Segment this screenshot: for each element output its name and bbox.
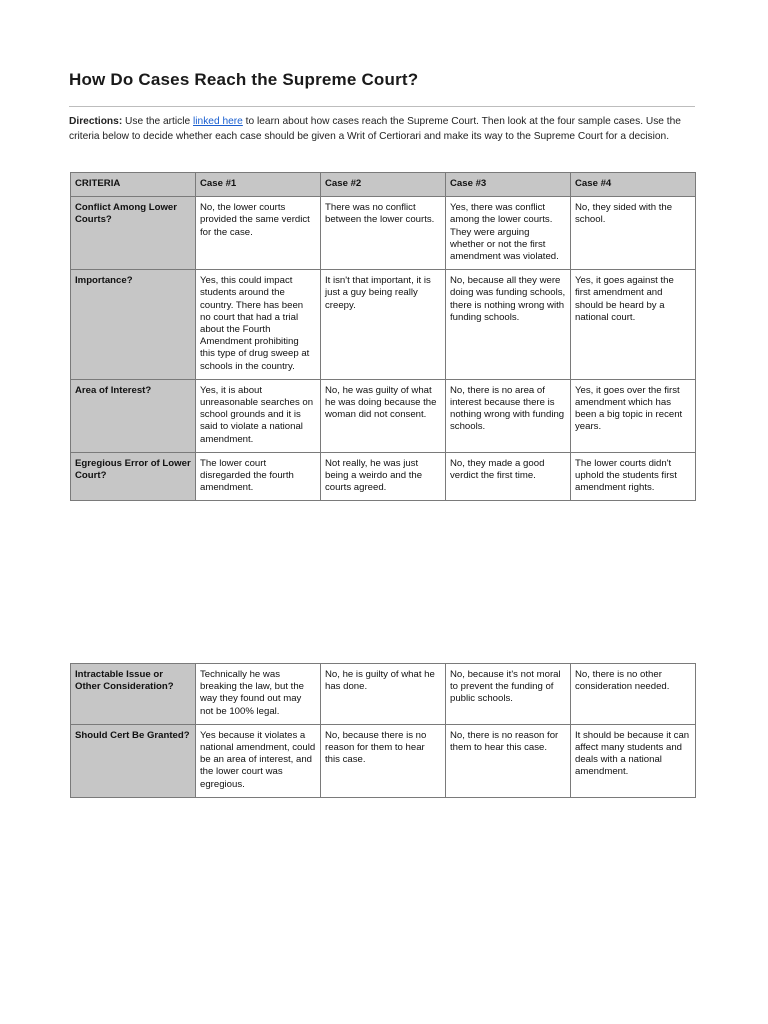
header-case-4: Case #4 bbox=[571, 173, 696, 197]
table-row bbox=[71, 664, 696, 725]
table-cell: Not really, he was just being a weirdo and the courts agreed. bbox=[321, 452, 446, 501]
table-cell: It isn't that important, it is just a guy being really creepy. bbox=[321, 270, 446, 380]
article-link[interactable]: linked here bbox=[193, 116, 243, 127]
table-row bbox=[71, 452, 696, 501]
table-header-row bbox=[71, 173, 696, 197]
criteria-table-continued bbox=[70, 663, 696, 798]
directions-label: Directions: bbox=[69, 116, 123, 127]
table-cell: No, there is no area of interest because there is nothing wrong with funding schools. bbox=[446, 379, 571, 452]
page-title: How Do Cases Reach the Supreme Court? bbox=[69, 70, 419, 89]
directions-paragraph bbox=[69, 115, 697, 144]
table-row bbox=[71, 197, 696, 270]
table-cell: No, because there is no reason for them to hear this case. bbox=[321, 724, 446, 797]
table-row bbox=[71, 270, 696, 380]
table-cell: Yes, there was conflict among the lower courts. They were arguing whether or not the first amendment was violated. bbox=[446, 197, 571, 270]
table-cell: Technically he was breaking the law, but the way they found out may not be 100% legal. bbox=[196, 664, 321, 725]
criteria-label: Importance? bbox=[71, 270, 196, 380]
directions-text-start: Use the article bbox=[122, 116, 193, 127]
criteria-label: Should Cert Be Granted? bbox=[71, 724, 196, 797]
table-cell: Yes, this could impact students around the country. There has been no court that had a trial about the Fourth Amendment prohibiting this type of drug sweep at schools in the country. bbox=[196, 270, 321, 380]
table-cell: Yes, it goes against the first amendment and should be heard by a national court. bbox=[571, 270, 696, 380]
criteria-label: Egregious Error of Lower Court? bbox=[71, 452, 196, 501]
table-cell: Yes, it is about unreasonable searches on school grounds and it is said to violate a national amendment. bbox=[196, 379, 321, 452]
table-cell: No, the lower courts provided the same verdict for the case. bbox=[196, 197, 321, 270]
table-cell: No, because it's not moral to prevent the funding of public schools. bbox=[446, 664, 571, 725]
criteria-label: Intractable Issue or Other Consideration? bbox=[71, 664, 196, 725]
table-cell: No, there is no other consideration needed. bbox=[571, 664, 696, 725]
table-cell: No, he is guilty of what he has done. bbox=[321, 664, 446, 725]
directions-text-end: to learn about how cases reach the Supreme Court. Then look at the four sample cases. Use the criteria below to decide whether each case should be given a Writ of Certiorari and make its way to the Supreme Court for a decision. bbox=[69, 116, 681, 142]
table-cell: Yes, it goes over the first amendment which has been a big topic in recent years. bbox=[571, 379, 696, 452]
header-criteria: CRITERIA bbox=[71, 173, 196, 197]
table-cell: There was no conflict between the lower courts. bbox=[321, 197, 446, 270]
table-row bbox=[71, 379, 696, 452]
table-cell: No, because all they were doing was funding schools, there is nothing wrong with funding schools. bbox=[446, 270, 571, 380]
table-cell: No, they sided with the school. bbox=[571, 197, 696, 270]
table-cell: No, they made a good verdict the first time. bbox=[446, 452, 571, 501]
header-case-3: Case #3 bbox=[446, 173, 571, 197]
criteria-table bbox=[70, 172, 696, 501]
table-cell: No, there is no reason for them to hear this case. bbox=[446, 724, 571, 797]
header-case-2: Case #2 bbox=[321, 173, 446, 197]
criteria-label: Conflict Among Lower Courts? bbox=[71, 197, 196, 270]
title-divider bbox=[69, 106, 695, 107]
table-row bbox=[71, 724, 696, 797]
criteria-label: Area of Interest? bbox=[71, 379, 196, 452]
header-case-1: Case #1 bbox=[196, 173, 321, 197]
table-cell: Yes because it violates a national amendment, could be an area of interest, and the lower court was egregious. bbox=[196, 724, 321, 797]
table-cell: It should be because it can affect many students and deals with a national amendment. bbox=[571, 724, 696, 797]
table-cell: No, he was guilty of what he was doing because the woman did not consent. bbox=[321, 379, 446, 452]
table-cell: The lower court disregarded the fourth amendment. bbox=[196, 452, 321, 501]
table-cell: The lower courts didn't uphold the students first amendment rights. bbox=[571, 452, 696, 501]
